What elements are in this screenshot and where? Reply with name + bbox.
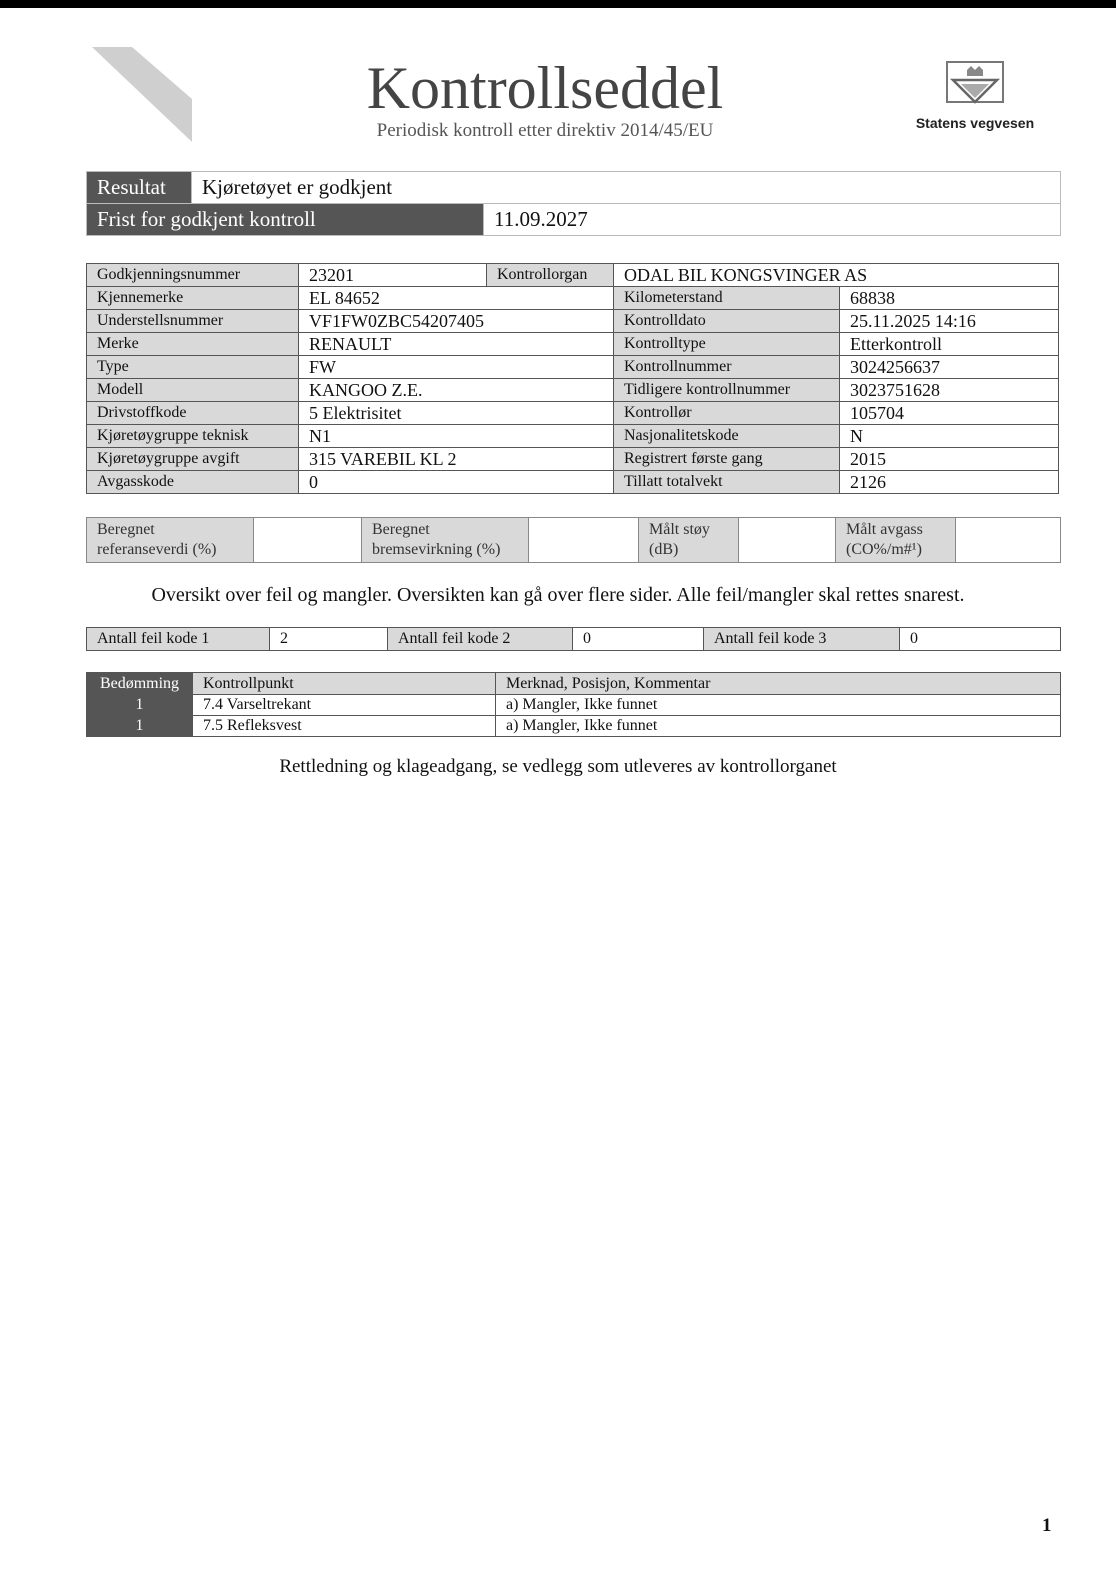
info-label: Tidligere kontrollnummer xyxy=(614,379,840,402)
info-value: Etterkontroll xyxy=(840,333,1059,356)
deadline-value: 11.09.2027 xyxy=(484,204,1061,236)
info-label: Kontrollnummer xyxy=(614,356,840,379)
info-value: 315 VAREBIL KL 2 xyxy=(299,448,614,471)
measurement-value xyxy=(529,518,639,563)
info-label: Modell xyxy=(87,379,299,402)
vehicle-info-table xyxy=(86,263,1059,494)
info-value: ODAL BIL KONGSVINGER AS xyxy=(614,264,1059,287)
table-row xyxy=(87,695,1061,716)
info-label: Avgasskode xyxy=(87,471,299,494)
info-label: Godkjenningsnummer xyxy=(87,264,299,287)
info-value: 3023751628 xyxy=(840,379,1059,402)
info-value: FW xyxy=(299,356,614,379)
comment-cell: a) Mangler, Ikke funnet xyxy=(496,695,1061,716)
page-number: 1 xyxy=(1042,1515,1052,1536)
deadline-label: Frist for godkjent kontroll xyxy=(87,204,484,236)
checkpoint-cell: 7.4 Varseltrekant xyxy=(193,695,496,716)
count-label: Antall feil kode 1 xyxy=(87,628,270,651)
count-value: 0 xyxy=(900,628,1061,651)
info-label: Nasjonalitetskode xyxy=(614,425,840,448)
measurement-label: Målt støy (dB) xyxy=(639,518,739,563)
info-label: Kontrolltype xyxy=(614,333,840,356)
statens-vegvesen-logo xyxy=(905,60,1045,131)
decorative-corner-shape xyxy=(92,47,192,142)
measurement-value xyxy=(956,518,1061,563)
column-header: Merknad, Posisjon, Kommentar xyxy=(496,673,1061,695)
checkpoint-cell: 7.5 Refleksvest xyxy=(193,716,496,737)
info-label: Kontrollorgan xyxy=(487,264,614,287)
document-subtitle: Periodisk kontroll etter direktiv 2014/45/EU xyxy=(376,120,714,141)
defects-table xyxy=(86,672,1061,737)
info-label: Kilometerstand xyxy=(614,287,840,310)
result-table xyxy=(86,171,1061,236)
info-label: Kjøretøygruppe teknisk xyxy=(87,425,299,448)
table-row xyxy=(87,716,1061,737)
result-label: Resultat xyxy=(87,172,192,204)
info-value: KANGOO Z.E. xyxy=(299,379,614,402)
info-value: RENAULT xyxy=(299,333,614,356)
count-label: Antall feil kode 2 xyxy=(388,628,573,651)
info-label: Merke xyxy=(87,333,299,356)
info-value: 2015 xyxy=(840,448,1059,471)
info-value: 68838 xyxy=(840,287,1059,310)
info-label: Kjennemerke xyxy=(87,287,299,310)
info-label: Kontrollør xyxy=(614,402,840,425)
info-value: 3024256637 xyxy=(840,356,1059,379)
logo-text: Statens vegvesen xyxy=(915,115,1035,131)
measurement-label: Målt avgass (CO%/m#¹) xyxy=(836,518,956,563)
info-value: 105704 xyxy=(840,402,1059,425)
info-value: 25.11.2025 14:16 xyxy=(840,310,1059,333)
info-value: 5 Elektrisitet xyxy=(299,402,614,425)
info-value: VF1FW0ZBC54207405 xyxy=(299,310,614,333)
count-value: 0 xyxy=(573,628,704,651)
document-title: Kontrollseddel xyxy=(366,55,724,121)
measurement-value xyxy=(254,518,362,563)
info-value: 23201 xyxy=(299,264,487,287)
measurement-label: Beregnet referanseverdi (%) xyxy=(87,518,254,563)
count-value: 2 xyxy=(270,628,388,651)
info-label: Kjøretøygruppe avgift xyxy=(87,448,299,471)
grade-cell: 1 xyxy=(87,695,193,716)
footer-text: Rettledning og klageadgang, se vedlegg som utleveres av kontrollorganet xyxy=(279,756,837,777)
info-value: EL 84652 xyxy=(299,287,614,310)
comment-cell: a) Mangler, Ikke funnet xyxy=(496,716,1061,737)
document-page xyxy=(0,8,1116,1575)
info-label: Tillatt totalvekt xyxy=(614,471,840,494)
info-label: Kontrolldato xyxy=(614,310,840,333)
info-value: N1 xyxy=(299,425,614,448)
measurement-label: Beregnet bremsevirkning (%) xyxy=(362,518,529,563)
column-header: Bedømming xyxy=(87,673,193,695)
column-header: Kontrollpunkt xyxy=(193,673,496,695)
info-value: N xyxy=(840,425,1059,448)
info-value: 2126 xyxy=(840,471,1059,494)
defect-count-table xyxy=(86,627,1061,651)
measurement-value xyxy=(739,518,836,563)
info-label: Registrert første gang xyxy=(614,448,840,471)
info-value: 0 xyxy=(299,471,614,494)
info-label: Type xyxy=(87,356,299,379)
info-label: Drivstoffkode xyxy=(87,402,299,425)
grade-cell: 1 xyxy=(87,716,193,737)
info-label: Understellsnummer xyxy=(87,310,299,333)
overview-text: Oversikt over feil og mangler. Oversikten kan gå over flere sider. Alle feil/mangler skal rettes snarest. xyxy=(151,584,965,606)
result-value: Kjøretøyet er godkjent xyxy=(192,172,1061,204)
measurements-table xyxy=(86,517,1061,563)
crest-icon xyxy=(943,60,1007,108)
count-label: Antall feil kode 3 xyxy=(704,628,900,651)
